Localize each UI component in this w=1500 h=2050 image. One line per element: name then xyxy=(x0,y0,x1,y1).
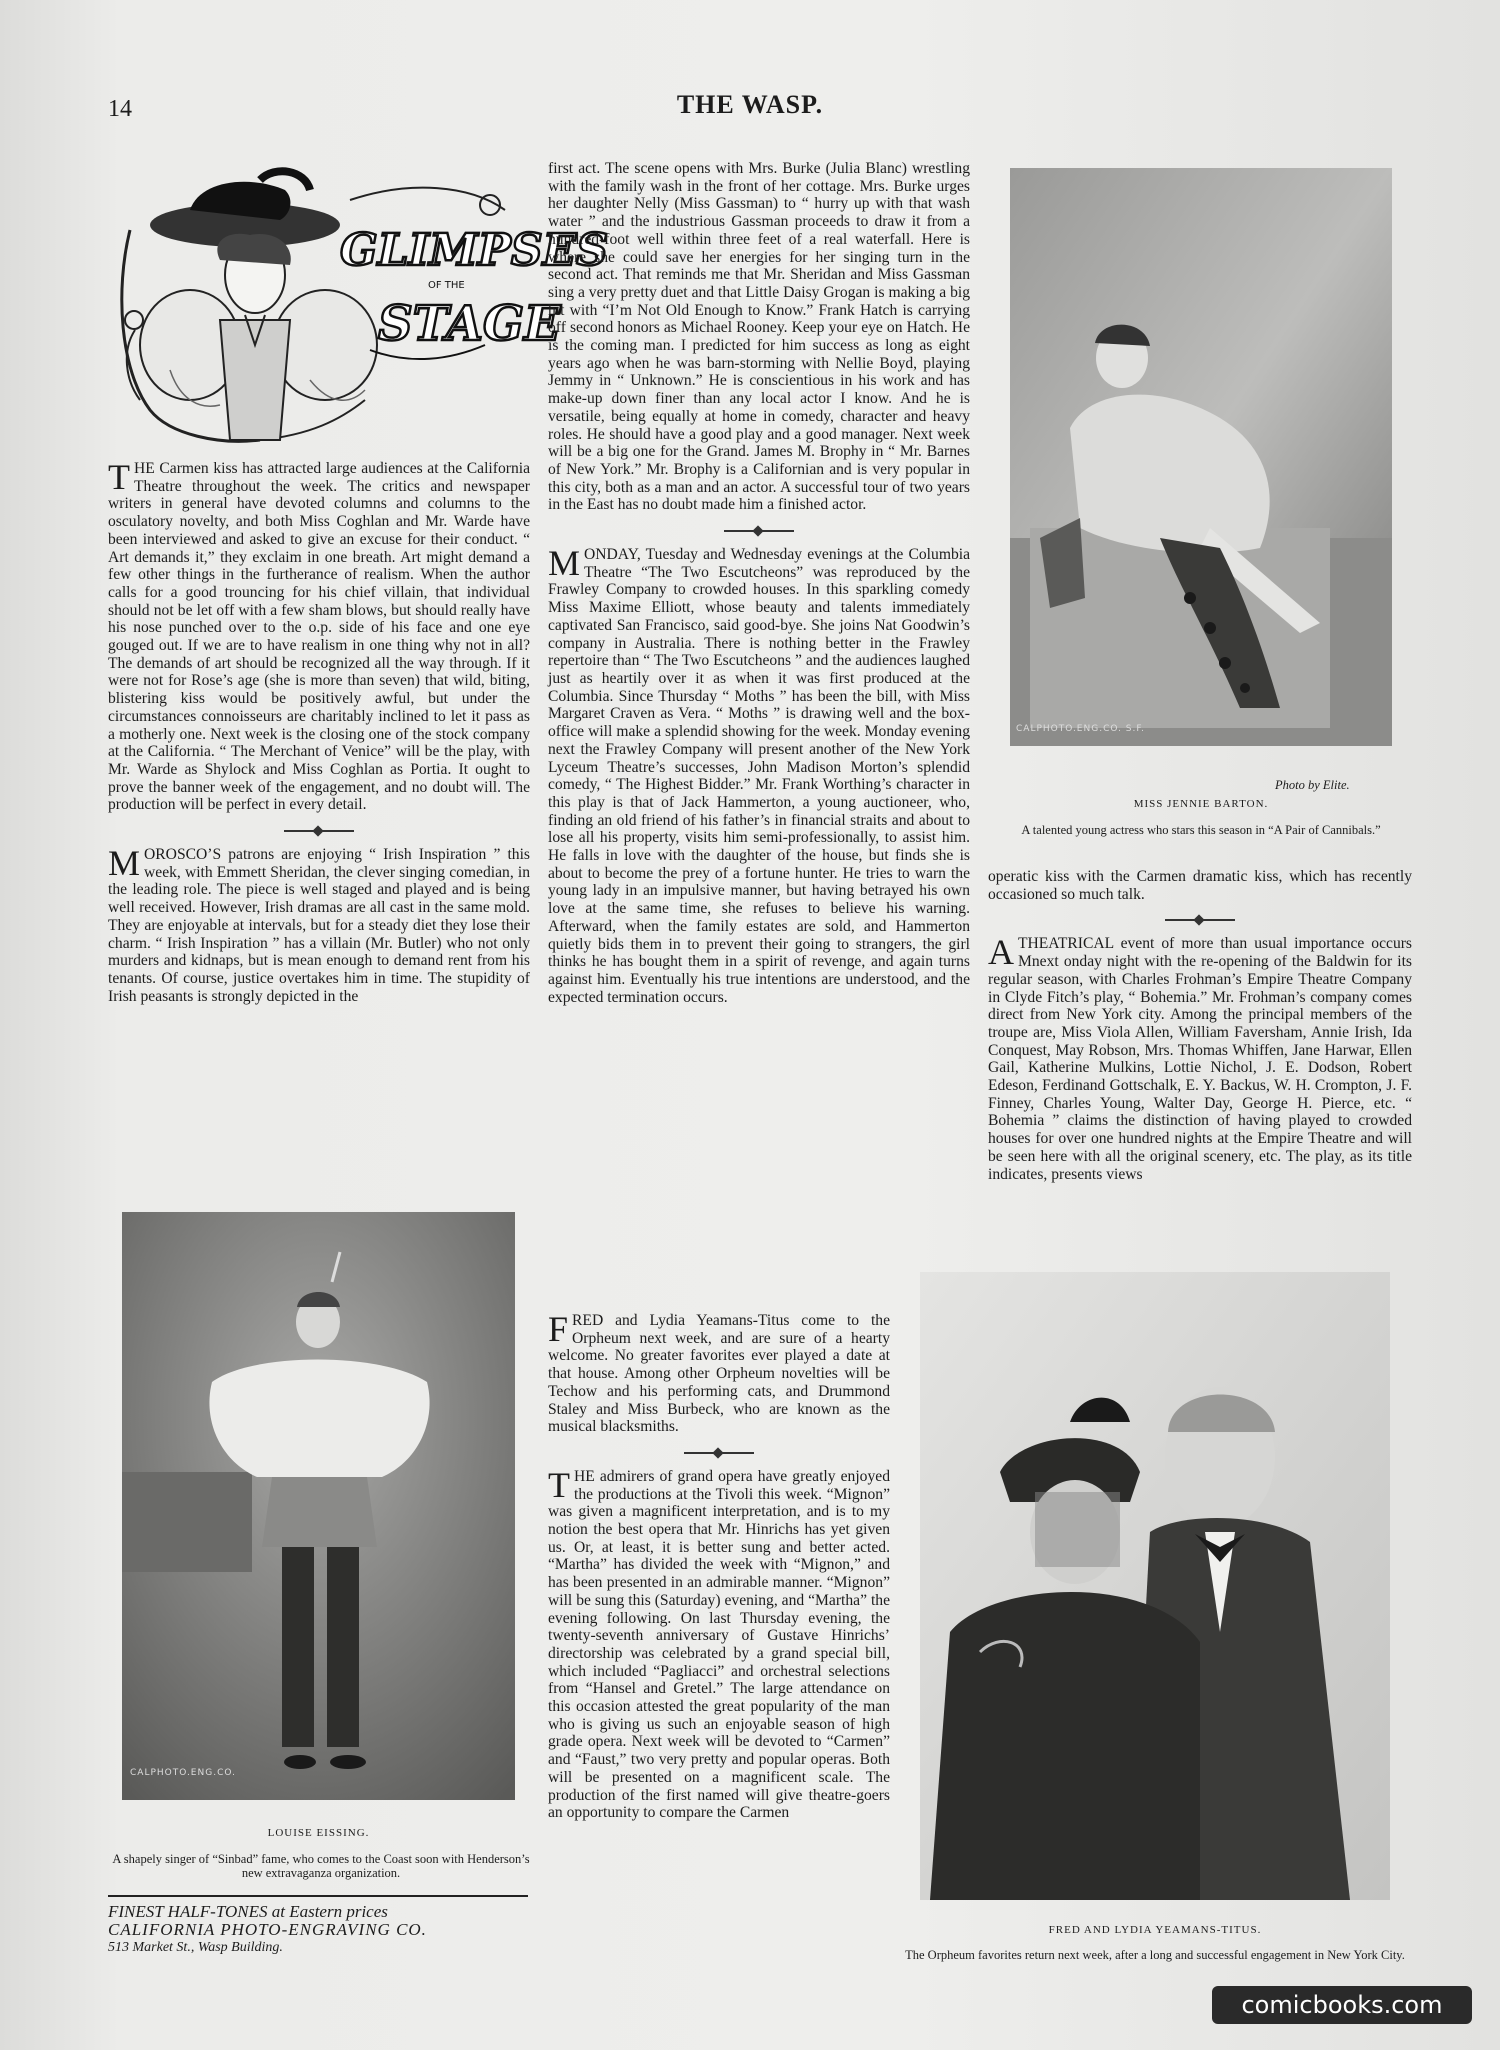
column-2-lower xyxy=(548,1309,890,1822)
article-columbia xyxy=(548,543,970,1006)
photo-caption-name: LOUISE EISSING. xyxy=(267,1827,370,1839)
photo-caption-text: The Orpheum favorites return next week, after a long and successful engagement in New York City. xyxy=(905,1948,1405,1962)
photo-caption-text: A shapely singer of “Sinbad” fame, who comes to the Coast soon with Henderson’s new extravaganza organization. xyxy=(112,1852,530,1880)
engraving-advertisement xyxy=(108,1895,528,1956)
article-continuation: first act. The scene opens with Mrs. Burke (Julia Blanc) wrestling with the family wash in the front of her cottage. Mrs. Burke urges her daughter Nelly (Miss Gassman) to “ hurry up with that wash water ” and the industrious Gassman proceeds to draw it from a hundred-foot well within three feet of a real waterfall. Here is where she could save her energies for her singing turn in the second act. That reminds me that Mr. Sheridan and Miss Gassman sing a very pretty duet and that Little Daisy Grogan is making a big hit with “I’m Not Old Enough to Know.” Frank Hatch is carrying off second honors as Michael Rooney. Keep your eye on Hatch. He is the coming man. I predicted for him success as long as eight years ago when he was barn-storming with Nellie Boyd, playing Jemmy in “ Unknown.” He is conscientious in his work and has make-up down finer than any local actor I know. And he is versatile, being equally at home in comedy, character and heavy roles. He should have a good play and a good manager. Next week will be a big one for the Grand. James M. Brophy in “ Mr. Barnes of New York.” Mr. Brophy is a Californian and is very popular in this city, both as a man and an actor. A successful tour of two years in the East has no doubt made him a finished actor. xyxy=(548,160,970,514)
photo-credit: Photo by Elite. xyxy=(1275,778,1350,792)
drop-cap: A xyxy=(988,932,1014,973)
column-3 xyxy=(988,868,1412,1183)
publication-title: THE WASP. xyxy=(676,90,824,119)
engraver-plate-mark: CALPHOTO.ENG.CO. xyxy=(130,1768,236,1778)
photo-yeamans-titus xyxy=(920,1272,1390,1900)
glimpses-of-the-stage-masthead xyxy=(110,170,608,450)
section-divider xyxy=(108,828,530,832)
photo-caption-name: FRED AND LYDIA YEAMANS-TITUS. xyxy=(1048,1924,1262,1936)
drop-cap: T xyxy=(548,1464,570,1505)
photo-caption-text: A talented young actress who stars this season in “A Pair of Cannibals.” xyxy=(1021,823,1381,837)
column-2 xyxy=(548,160,970,1006)
section-divider xyxy=(548,528,970,532)
masthead-word-stage: STAGE xyxy=(378,296,561,352)
masthead-word-glimpses: GLIMPSES xyxy=(340,225,608,276)
ad-line-3: 513 Market St., Wasp Building. xyxy=(108,1940,283,1955)
photo-louise-eissing xyxy=(122,1212,515,1800)
ad-line-2: CALIFORNIA PHOTO-ENGRAVING CO. xyxy=(108,1920,427,1939)
ad-line-1: FINEST HALF-TONES at Eastern prices xyxy=(108,1902,388,1921)
column-1 xyxy=(108,457,530,1005)
paragraph-text: ONDAY, Tuesday and Wednesday evenings at the Columbia Theatre “The Two Escutcheons” was reproduced by the Frawley Company to crowded houses. In this sparkling comedy Miss Maxime Elliott, whose beauty and talents immediately captivated San Francisco, said good-bye. She joins Nat Goodwin’s company in Australia. There is nothing better in the Frawley repertoire than “ The Two Escutcheons ” and the audiences laughed just as heartily over it as when it was first produced at the Columbia. Since Thursday “ Moths ” has been the bill, with Miss Margaret Craven as Vera. “ Moths ” is drawing well and the box-office will make a splendid showing for the week. Monday evening next the Frawley Company will present another of the New York Lyceum Theatre’s successes, John Madison Morton’s splendid comedy, “ The Highest Bidder.” Mr. Frank Worthing’s character in this play is that of Jack Hammerton, a young auctioneer, who, finding an old friend of his father’s in financial straits and about to lose all his property, visits him semi-professionally, to assist him. He falls in love with the daughter of the house, but finds she is about to become the prey of a fortune hunter. He tries to warn the young lady in an impulsive manner, but having betrayed his own love at the same time, she refuses to believe his warning. Afterward, when the family estates are sold, and Hammerton quietly bids them in to prevent their going to strangers, the girl thinks he has bought them in a spirit of revenge, and again turns against him. Eventually his true intentions are understood, and the expected termination occurs. xyxy=(548,546,970,1006)
photo-jennie-barton xyxy=(1010,168,1392,746)
engraver-plate-mark: CALPHOTO.ENG.CO. S.F. xyxy=(1016,724,1145,734)
paragraph-text: THEATRICAL event of more than usual importance occurs Mnext onday night with the re-opening of the Baldwin for its regular season, with Charles Frohman’s Empire Theatre Company in Clyde Fitch’s play, “ Bohemia.” Mr. Frohman’s company comes direct from New York city. Among the principal members of the troupe are, Miss Viola Allen, William Faversham, Annie Irish, Ida Conquest, May Robson, Mrs. Thomas Whiffen, Jane Harwar, Ellen Gail, Katherine Mulkins, Lottie Nichol, J. E. Dodson, Robert Edeson, Ferdinand Gottschalk, E. Y. Backus, W. H. Crompton, J. F. Finney, Charles Young, Walter Day, George H. Pierce, etc. “ Bohemia ” claims the distinction of having played to crowded houses for over one hundred nights at the Empire Theatre and will be seen here with all the original scenery, etc. The play, as its title indicates, presents views xyxy=(988,935,1412,1183)
article-orpheum xyxy=(548,1309,890,1436)
photo-caption-name: MISS JENNIE BARTON. xyxy=(1133,798,1269,810)
drop-cap: M xyxy=(108,843,141,884)
section-divider xyxy=(988,917,1412,921)
paragraph-text: RED and Lydia Yeamans-Titus come to the Orpheum next week, and are sure of a hearty welcome. No greater favorites ever played a date at that house. Among other Orpheum novelties will be Techow and his performing cats, and Drummond Staley and Miss Burbeck, who are known as the musical blacksmiths. xyxy=(548,1312,890,1436)
article-baldwin xyxy=(988,932,1412,1183)
article-morosco xyxy=(108,843,530,1005)
drop-cap: F xyxy=(548,1309,569,1349)
drop-cap: T xyxy=(108,457,130,497)
masthead-word-of-the: OF THE xyxy=(428,280,465,291)
article-carmen-kiss xyxy=(108,457,530,814)
paragraph-text: HE admirers of grand opera have greatly enjoyed the productions at the Tivoli this week. “Mignon” was given a magnificent interpretation, and is to my notion the best opera that Mr. Hinrichs has yet given us. Or, at least, it is better sung and better acted. “Martha” has divided the week with “Mignon,” and has been presented in an admirable manner. “Mignon” will be sung this (Saturday) evening, and “Martha” the evening following. On last Thursday evening, the twenty-seventh anniversary of Gustave Hinrichs’ directorship was celebrated by a grand special bill, which included “Pagliacci” and orchestral selections from “Hansel and Gretel.” The large attendance on this occasion attested the great popularity of the man who is giving us such an enjoyable season of high grade opera. Next week will be devoted to “Carmen” and “Faust,” two very pretty and popular operas. Both will be presented on a magnificent scale. The production of the first named will give theatre-goers an opportunity to compare the Carmen xyxy=(548,1467,890,1822)
section-divider xyxy=(548,1450,890,1454)
article-tivoli xyxy=(548,1464,890,1822)
paragraph-text: HE Carmen kiss has attracted large audiences at the California Theatre throughout the week. The critics and newspaper writers in general have devoted columns and columns to the osculatory novelty, and both Miss Coghlan and Mr. Warde have been interviewed and asked to give an excuse for their conduct. “ Art demands it,” they exclaim in one breath. Art might demand a few other things in the furtherance of realism. When the author calls for a good trouncing for his chief villain, that individual should not be let off with a few sham blows, but should really have his nose punched over to the o.p. side of his face and one eye gouged out. If we are to have realism in one thing why not in all? The demands of art should be recognized all the way through. If it were not for Rose’s age (she is more than seven) that wild, biting, blistering kiss would be positively awful, but under the circumstances connoisseurs are charitably inclined to let it pass as a motherly one. Next week is the closing one of the stock company at the California. “ The Merchant of Venice” will be the play, with Mr. Warde as Shylock and Miss Coghlan as Portia. It ought to prove the banner week of the engagement, and no doubt will. The production will be perfect in every detail. xyxy=(108,460,530,814)
drop-cap: M xyxy=(548,543,581,584)
watermark-badge: comicbooks.com xyxy=(1212,1986,1472,2024)
article-continuation-kiss: operatic kiss with the Carmen dramatic kiss, which has recently occasioned so much talk. xyxy=(988,868,1412,903)
page-number: 14 xyxy=(108,96,132,122)
paragraph-text: OROSCO’S patrons are enjoying “ Irish Inspiration ” this week, with Emmett Sheridan, the clever singing comedian, in the leading role. The piece is well staged and played and is being well received. However, Irish dramas are all cast in the same mold. They are enjoyable at intervals, but for a steady diet they lose their charm. “ Irish Inspiration ” has a villain (Mr. Butler) who not only murders and kidnaps, but is mean enough to demand rent from his tenants. Of course, justice overtakes him in time. The stupidity of Irish peasants is strongly depicted in the xyxy=(108,846,530,1005)
